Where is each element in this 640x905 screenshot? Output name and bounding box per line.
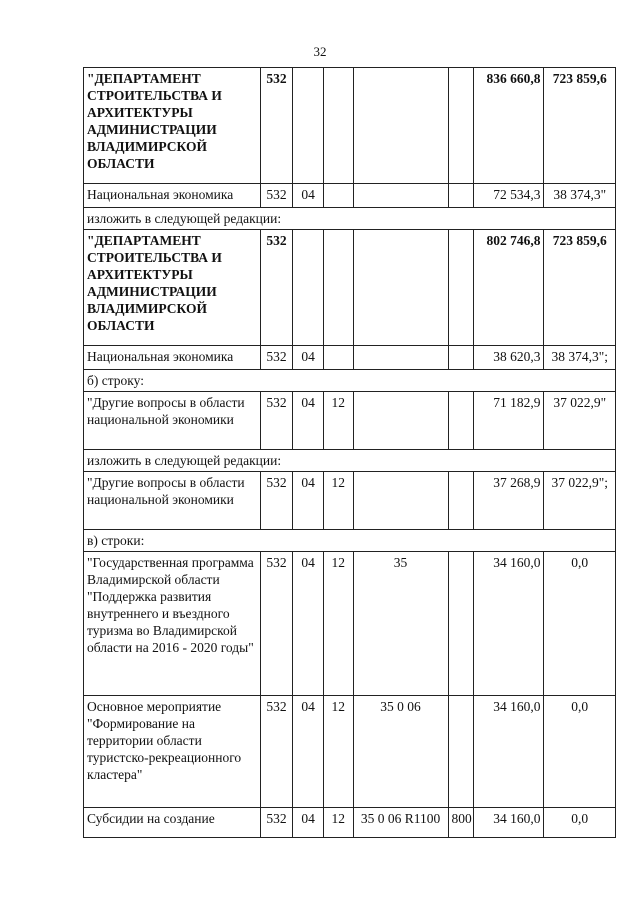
subsection-cell: 12 — [323, 552, 353, 696]
section-cell: 04 — [293, 392, 324, 450]
section-cell: 04 — [293, 696, 324, 808]
budget-table-body — [84, 68, 616, 838]
name-cell: "Государственная программа Владимирской области "Поддержка развития внутреннего и въездного туризма во Владимирской области на 2016 - 2020 годы" — [84, 552, 261, 696]
section-cell: 04 — [293, 184, 324, 208]
value-1-cell: 34 160,0 — [474, 552, 544, 696]
value-2-cell: 38 374,3"; — [544, 346, 616, 370]
value-2-cell: 0,0 — [544, 552, 616, 696]
expense-type-cell — [448, 472, 474, 530]
page-number: 32 — [313, 44, 327, 59]
value-1-cell: 836 660,8 — [474, 68, 544, 184]
instruction-text: изложить в следующей редакции: — [84, 450, 616, 472]
value-1-cell: 38 620,3 — [474, 346, 544, 370]
section-cell — [293, 230, 324, 346]
value-2-cell: 37 022,9" — [544, 392, 616, 450]
name-cell: "ДЕПАРТАМЕНТ СТРОИТЕЛЬСТВА И АРХИТЕКТУРЫ АДМИНИСТРАЦИИ ВЛАДИМИРСКОЙ ОБЛАСТИ — [84, 230, 261, 346]
table-row — [84, 696, 616, 808]
program-code-cell — [353, 230, 448, 346]
name-cell: Национальная экономика — [84, 184, 261, 208]
admin-code-cell: 532 — [260, 230, 293, 346]
section-cell: 04 — [293, 472, 324, 530]
program-code-cell — [353, 184, 448, 208]
expense-type-cell — [448, 552, 474, 696]
expense-type-cell — [448, 230, 474, 346]
instruction-text: б) строку: — [84, 370, 616, 392]
admin-code-cell: 532 — [260, 808, 293, 838]
table-row — [84, 230, 616, 346]
value-2-cell: 0,0 — [544, 696, 616, 808]
instruction-row — [84, 370, 616, 392]
table-row — [84, 808, 616, 838]
program-code-cell — [353, 346, 448, 370]
expense-type-cell — [448, 696, 474, 808]
instruction-row — [84, 530, 616, 552]
admin-code-cell: 532 — [260, 472, 293, 530]
value-2-cell: 0,0 — [544, 808, 616, 838]
instruction-text: в) строки: — [84, 530, 616, 552]
expense-type-cell — [448, 392, 474, 450]
value-2-cell: 37 022,9"; — [544, 472, 616, 530]
admin-code-cell: 532 — [260, 696, 293, 808]
value-1-cell: 71 182,9 — [474, 392, 544, 450]
table-row — [84, 68, 616, 184]
section-cell — [293, 68, 324, 184]
name-cell: "Другие вопросы в области национальной экономики — [84, 392, 261, 450]
program-code-cell — [353, 472, 448, 530]
instruction-text: изложить в следующей редакции: — [84, 208, 616, 230]
table-row — [84, 392, 616, 450]
value-1-cell: 34 160,0 — [474, 808, 544, 838]
table-row — [84, 552, 616, 696]
program-code-cell: 35 — [353, 552, 448, 696]
value-2-cell: 723 859,6 — [544, 230, 616, 346]
name-cell: Национальная экономика — [84, 346, 261, 370]
admin-code-cell: 532 — [260, 346, 293, 370]
subsection-cell: 12 — [323, 696, 353, 808]
expense-type-cell — [448, 184, 474, 208]
budget-table — [83, 67, 616, 838]
value-1-cell: 802 746,8 — [474, 230, 544, 346]
admin-code-cell: 532 — [260, 552, 293, 696]
program-code-cell: 35 0 06 R1100 — [353, 808, 448, 838]
subsection-cell — [323, 346, 353, 370]
section-cell: 04 — [293, 552, 324, 696]
admin-code-cell: 532 — [260, 68, 293, 184]
subsection-cell — [323, 230, 353, 346]
program-code-cell: 35 0 06 — [353, 696, 448, 808]
name-cell: "Другие вопросы в области национальной экономики — [84, 472, 261, 530]
table-row — [84, 472, 616, 530]
subsection-cell: 12 — [323, 472, 353, 530]
expense-type-cell — [448, 346, 474, 370]
instruction-row — [84, 450, 616, 472]
table-row — [84, 346, 616, 370]
value-1-cell: 34 160,0 — [474, 696, 544, 808]
program-code-cell — [353, 68, 448, 184]
admin-code-cell: 532 — [260, 392, 293, 450]
subsection-cell — [323, 184, 353, 208]
subsection-cell: 12 — [323, 392, 353, 450]
section-cell: 04 — [293, 808, 324, 838]
program-code-cell — [353, 392, 448, 450]
name-cell: Основное мероприятие "Формирование на территории области туристско-рекреационного кластера" — [84, 696, 261, 808]
table-row — [84, 184, 616, 208]
name-cell: Субсидии на создание — [84, 808, 261, 838]
instruction-row — [84, 208, 616, 230]
subsection-cell: 12 — [323, 808, 353, 838]
name-cell: "ДЕПАРТАМЕНТ СТРОИТЕЛЬСТВА И АРХИТЕКТУРЫ АДМИНИСТРАЦИИ ВЛАДИМИРСКОЙ ОБЛАСТИ — [84, 68, 261, 184]
section-cell: 04 — [293, 346, 324, 370]
value-2-cell: 723 859,6 — [544, 68, 616, 184]
subsection-cell — [323, 68, 353, 184]
value-1-cell: 72 534,3 — [474, 184, 544, 208]
admin-code-cell: 532 — [260, 184, 293, 208]
expense-type-cell: 800 — [448, 808, 474, 838]
value-1-cell: 37 268,9 — [474, 472, 544, 530]
value-2-cell: 38 374,3" — [544, 184, 616, 208]
expense-type-cell — [448, 68, 474, 184]
